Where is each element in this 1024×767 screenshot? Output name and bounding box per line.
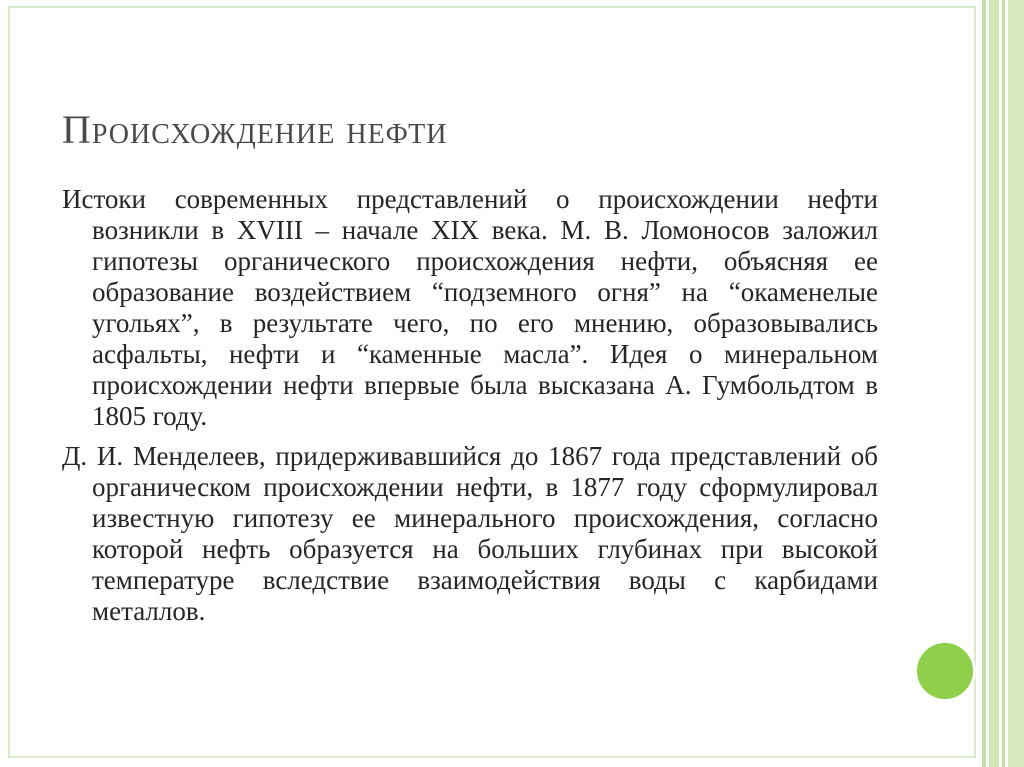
slide-title: Происхождение нефти [62, 107, 448, 152]
paragraph-mendeleev: Д. И. Менделеев, придерживавшийся до 1867 года представлений об органическом происхождении нефти, в 1877 году сформулировал известную гипотезу ее минерального происхождения, согласно которой нефть образуется на больших глубинах при высокой температуре вследствие взаимодействия воды с карбидами металлов. [62, 441, 878, 626]
decorative-stripe [989, 0, 999, 767]
decorative-stripe [1008, 0, 1024, 767]
decorative-stripe [982, 0, 986, 767]
slide-body [62, 184, 878, 636]
decorative-circle [914, 640, 976, 702]
decorative-stripe [1002, 0, 1005, 767]
paragraph-lomonosov: Истоки современных представлений о происхождении нефти возникли в XVIII – начале XIX века. М. В. Ломоносов заложил гипотезы органического происхождения нефти, объясняя ее образование воздействием “подземного огня” на “окаменелые угольях”, в результате чего, по его мнению, образовывались асфальты, нефти и “каменные масла”. Идея о минеральном происхождении нефти впервые была высказана А. Гумбольдтом в 1805 году. [62, 184, 878, 431]
